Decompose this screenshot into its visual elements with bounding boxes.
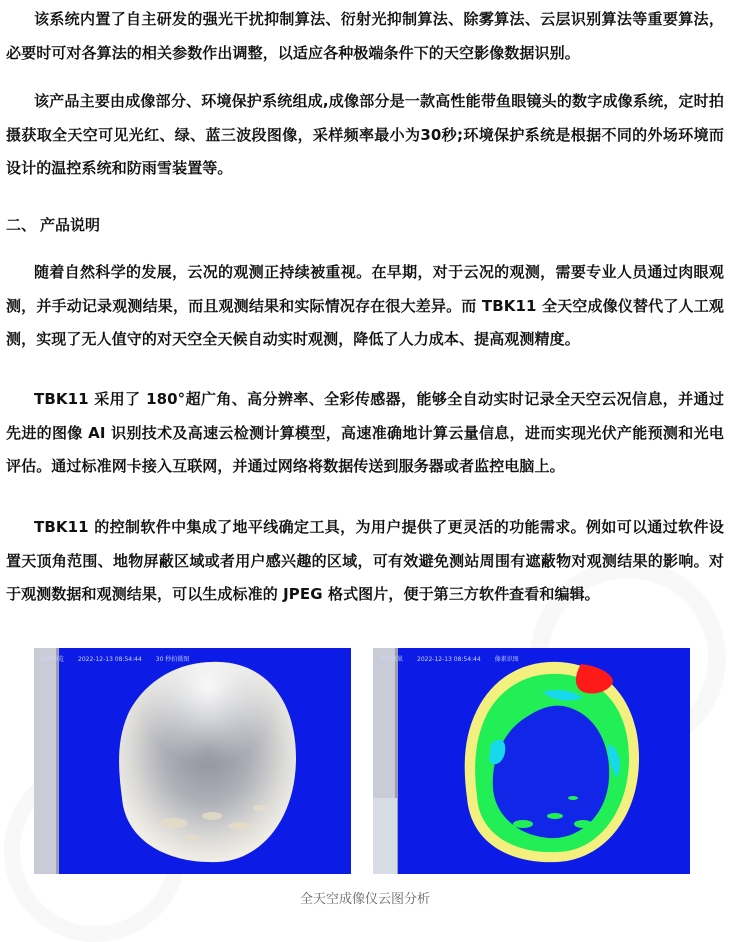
- cloud-classification-map: [373, 648, 690, 874]
- paragraph-features: TBK11 采用了 180°超广角、高分辨率、全彩传感器，能够全自动实时记录全天空云况信息，并通过先进的图像 AI 识别技术及高速云检测计算模型，高速准确地计算云量信息，进而实现光伏产能预测和光电评估。通过标准网卡接入互联网，并通过网络将数据传送到服务器或者监控电脑上。: [6, 390, 724, 475]
- cloud-analysis-figure: [34, 648, 690, 874]
- sky-image-label: 云图预览: [40, 656, 65, 663]
- recognition-label: 识别结果: [379, 656, 404, 663]
- sky-image-panel: [34, 648, 351, 874]
- section-number: 二、: [6, 216, 37, 234]
- paragraph-algorithms: 该系统内置了自主研发的强光干扰抑制算法、衍射光抑制算法、除雾算法、云层识别算法等重要算法，必要时可对各算法的相关参数作出调整，以适应各种极端条件下的天空影像数据识别。: [6, 10, 724, 62]
- sky-image-extra: 30 秒拍摄图: [155, 656, 190, 663]
- paragraph-software: TBK11 的控制软件中集成了地平线确定工具，为用户提供了更灵活的功能需求。例如可以通过软件设置天顶角范围、地物屏蔽区域或者用户感兴趣的区域，可有效避免测站周围有遮蔽物对观测结果的影响。对于观测数据和观测结果，可以生成标准的 JPEG 格式图片，便于第三方软件查看和编辑。: [6, 518, 724, 603]
- section-title: 产品说明: [40, 216, 101, 234]
- paragraph-product-composition: 该产品主要由成像部分、环境保护系统组成,成像部分是一款高性能带鱼眼镜头的数字成像系统，定时拍摄获取全天空可见光红、绿、蓝三波段图像，采样频率最小为30秒;环境保护系统是根据不同的外场环境而设计的温控系统和防雨雪装置等。: [6, 92, 724, 177]
- recognition-extra: 像素识图: [494, 656, 519, 663]
- figure-caption: 全天空成像仪云图分析: [299, 892, 430, 907]
- section-heading: [6, 214, 100, 235]
- fisheye-sky-image: [34, 648, 351, 874]
- sidebar-photo-strip: [373, 798, 397, 874]
- cloud-recognition-panel: [373, 648, 690, 874]
- sky-glow: [119, 662, 296, 862]
- recognition-timestamp: 2022-12-13 08:54:44: [417, 656, 481, 663]
- paragraph-background: 随着自然科学的发展，云况的观测正持续被重视。在早期，对于云况的观测，需要专业人员通过肉眼观测，并手动记录观测结果，而且观测结果和实际情况存在很大差异。而 TBK11 全天空成像仪替代了人工观测，实现了无人值守的对天空全天候自动实时观测，降低了人力成本、提高观测精度。: [6, 263, 724, 348]
- sky-image-timestamp: 2022-12-13 08:54:44: [78, 656, 142, 663]
